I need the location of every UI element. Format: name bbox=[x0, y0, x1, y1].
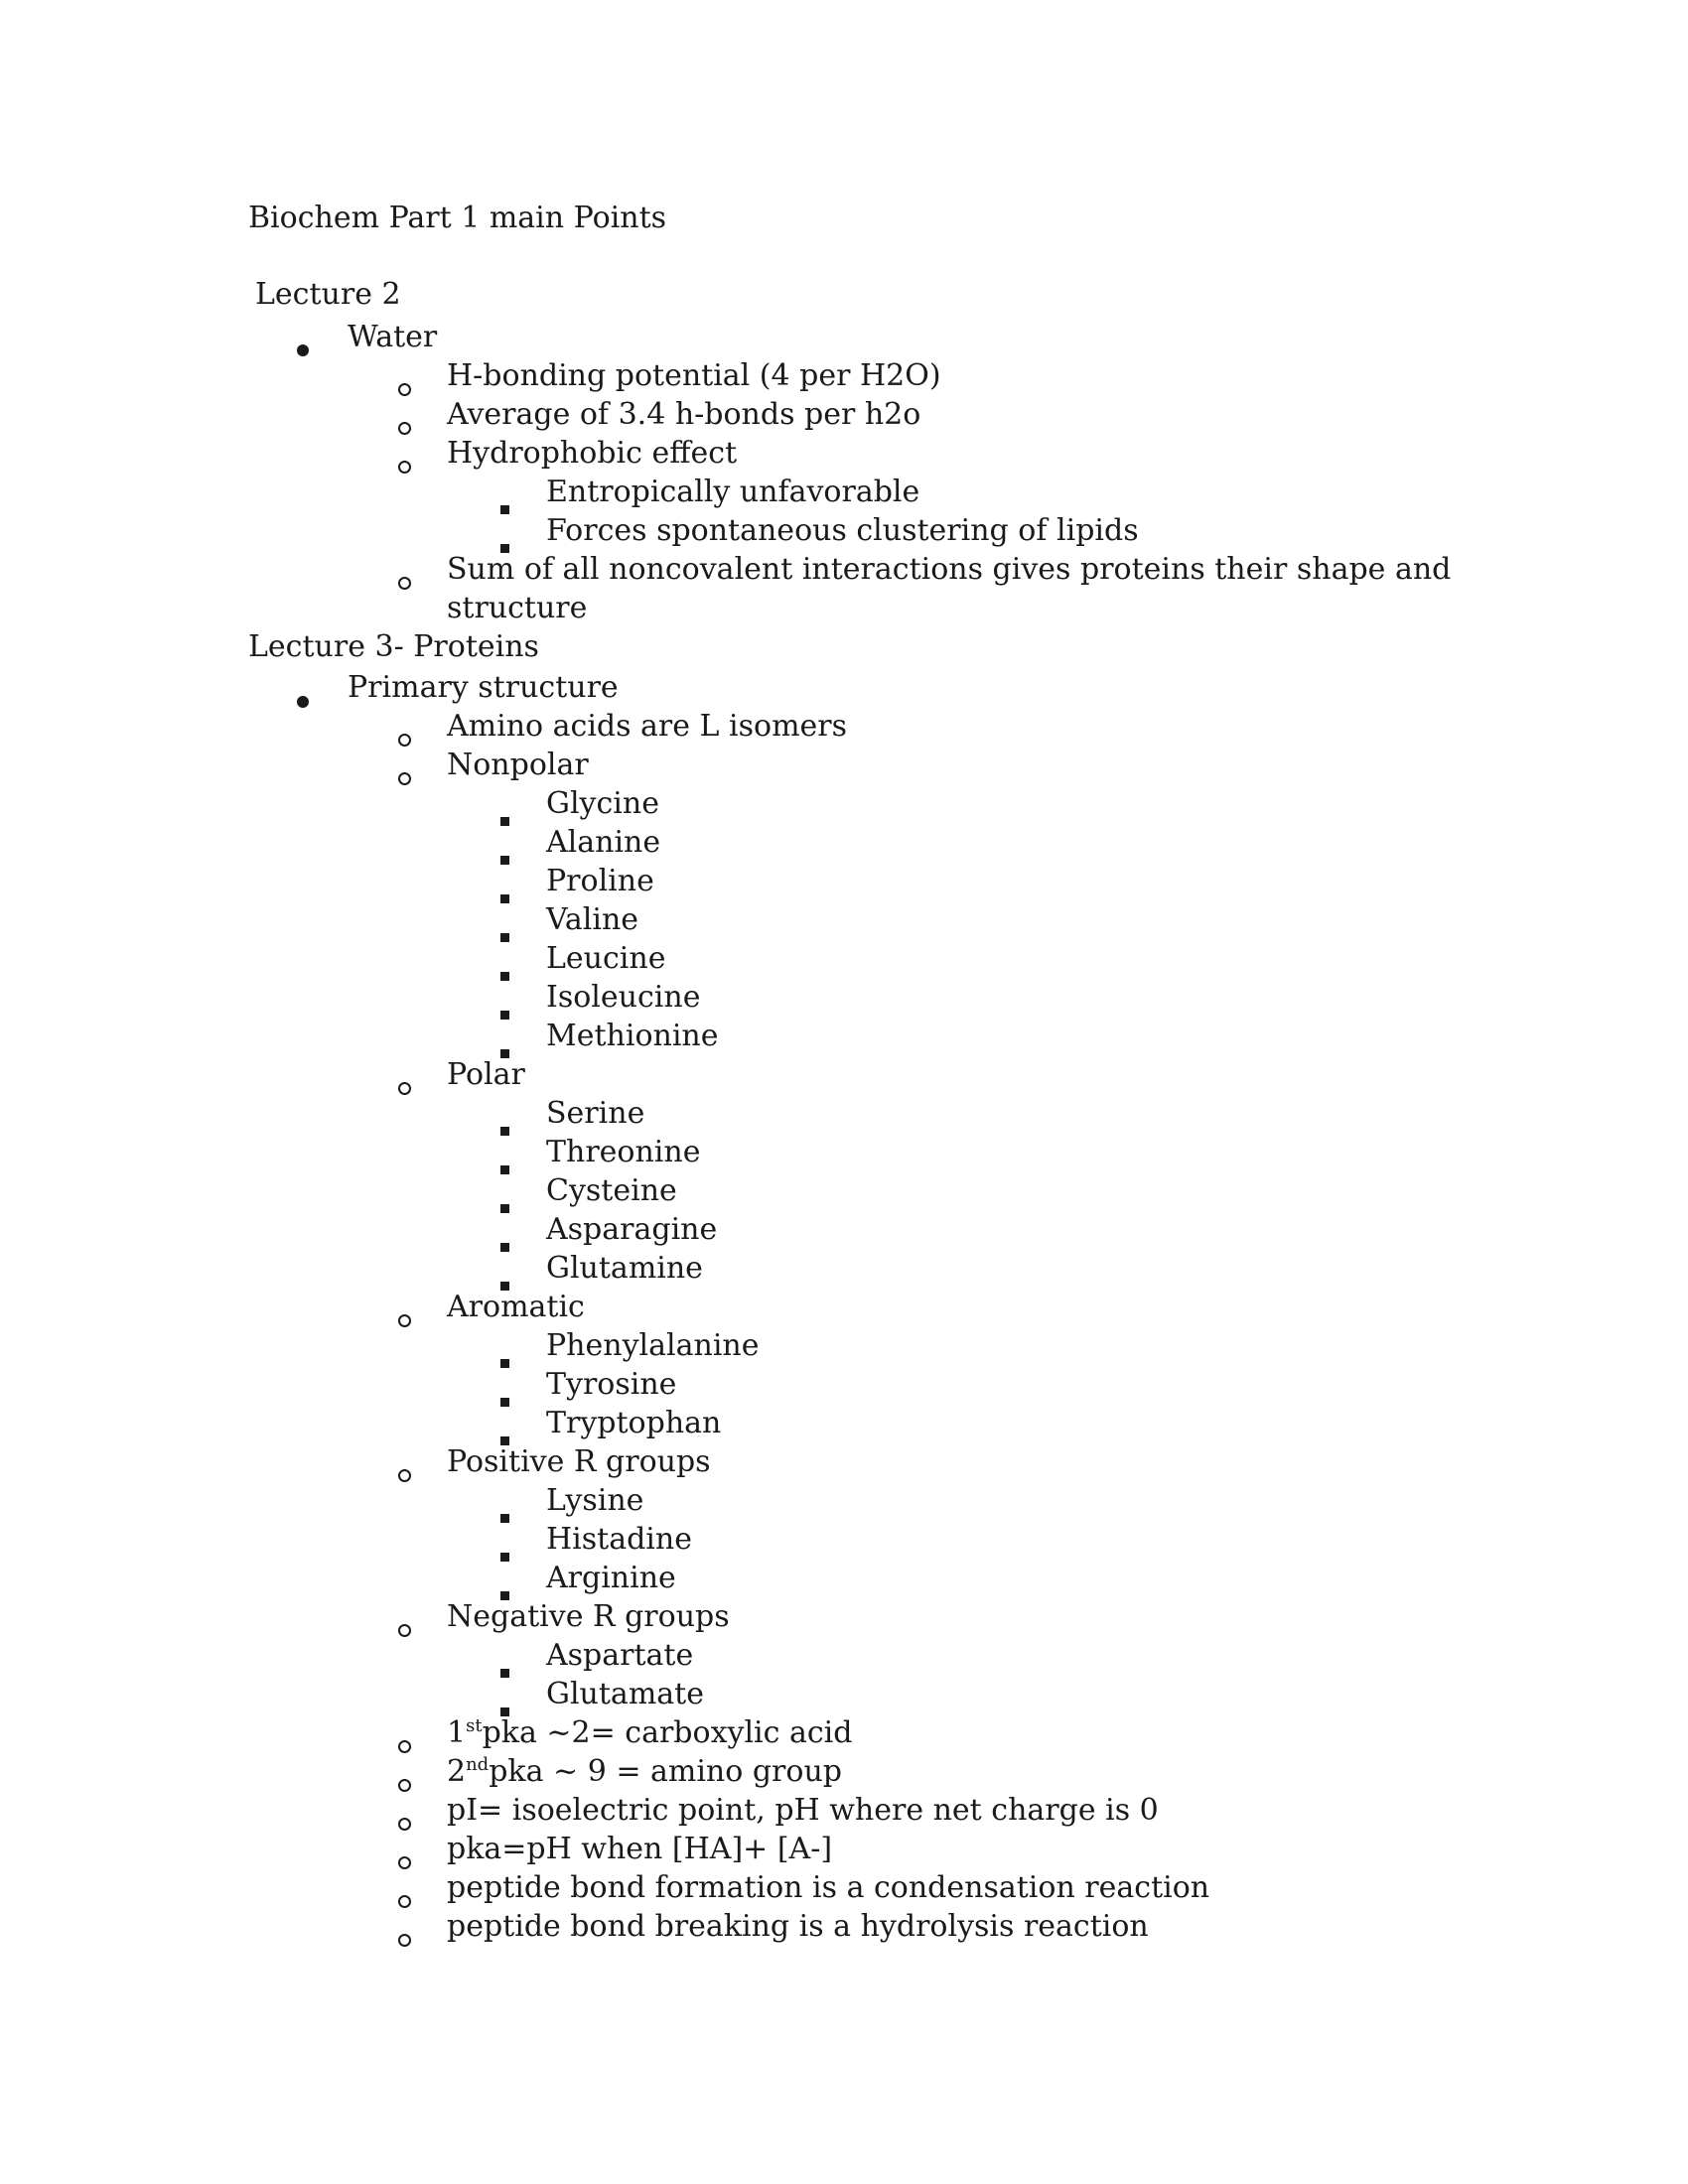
bullet-ring bbox=[398, 1724, 411, 1763]
list-item: Tryptophan bbox=[546, 1406, 722, 1440]
bullet-square bbox=[500, 1107, 509, 1146]
lecture-3-heading: Lecture 3- Proteins bbox=[248, 629, 539, 664]
bullet-ring bbox=[398, 718, 411, 756]
list-item: peptide bond formation is a condensation reaction bbox=[447, 1870, 1210, 1905]
list-item: Amino acids are L isomers bbox=[447, 709, 848, 744]
bullet-square bbox=[500, 1494, 509, 1533]
bullet-ring bbox=[398, 1608, 411, 1647]
list-item: Aspartate bbox=[546, 1638, 694, 1673]
bullet-square bbox=[500, 1184, 509, 1223]
list-item: Glycine bbox=[546, 786, 659, 821]
bullet-square bbox=[500, 913, 509, 952]
bullet-ring bbox=[398, 1802, 411, 1841]
list-item: Average of 3.4 h-bonds per h2o bbox=[447, 397, 921, 432]
pka2-text: pka ~ 9 = amino group bbox=[489, 1754, 842, 1789]
list-item-continuation: structure bbox=[447, 591, 588, 625]
bullet-square bbox=[500, 836, 509, 875]
bullet-square bbox=[500, 1223, 509, 1262]
list-item: Threonine bbox=[546, 1135, 701, 1169]
bullet-square bbox=[500, 1533, 509, 1571]
bullet-ring bbox=[398, 445, 411, 483]
list-item-nonpolar: Nonpolar bbox=[447, 748, 589, 782]
list-item: H-bonding potential (4 per H2O) bbox=[447, 358, 941, 393]
list-item: Asparagine bbox=[546, 1212, 718, 1247]
pka2-number: 2 bbox=[447, 1754, 467, 1789]
list-item-aromatic: Aromatic bbox=[447, 1290, 585, 1324]
list-item: Cysteine bbox=[546, 1173, 677, 1208]
list-item: Leucine bbox=[546, 941, 666, 976]
pka1-text: pka ~2= carboxylic acid bbox=[482, 1715, 853, 1750]
bullet-ring bbox=[398, 756, 411, 795]
bullet-ring bbox=[398, 1879, 411, 1918]
list-item-water: Water bbox=[348, 320, 438, 354]
list-item-negative: Negative R groups bbox=[447, 1599, 730, 1634]
bullet-square bbox=[500, 1649, 509, 1688]
list-item: Valine bbox=[546, 902, 639, 937]
list-item: Glutamate bbox=[546, 1677, 704, 1711]
bullet-ring bbox=[398, 367, 411, 406]
list-item-positive: Positive R groups bbox=[447, 1444, 711, 1479]
list-item: Phenylalanine bbox=[546, 1328, 760, 1363]
bullet-square bbox=[500, 991, 509, 1029]
list-item: peptide bond breaking is a hydrolysis reaction bbox=[447, 1909, 1149, 1944]
list-item: Alanine bbox=[546, 825, 661, 860]
bullet-dot bbox=[297, 328, 309, 366]
bullet-ring bbox=[398, 1763, 411, 1802]
bullet-ring bbox=[398, 561, 411, 600]
list-item: Lysine bbox=[546, 1483, 644, 1518]
list-item: Glutamine bbox=[546, 1251, 703, 1286]
bullet-square bbox=[500, 485, 509, 524]
list-item: Tyrosine bbox=[546, 1367, 677, 1402]
bullet-square bbox=[500, 797, 509, 836]
list-item: Hydrophobic effect bbox=[447, 436, 738, 471]
list-item-primary-structure: Primary structure bbox=[348, 670, 619, 705]
bullet-ring bbox=[398, 1066, 411, 1105]
list-item: Methionine bbox=[546, 1019, 719, 1053]
bullet-dot bbox=[297, 679, 309, 718]
lecture-2-heading: Lecture 2 bbox=[255, 277, 401, 312]
pka1-number: 1 bbox=[447, 1715, 467, 1750]
list-item: Arginine bbox=[546, 1561, 676, 1595]
bullet-square bbox=[500, 1339, 509, 1378]
bullet-ring bbox=[398, 406, 411, 445]
list-item: Forces spontaneous clustering of lipids bbox=[546, 513, 1139, 548]
list-item: Entropically unfavorable bbox=[546, 475, 920, 509]
list-item: Serine bbox=[546, 1096, 645, 1131]
list-item: pka=pH when [HA]+ [A-] bbox=[447, 1832, 833, 1866]
list-item: pI= isoelectric point, pH where net charge is 0 bbox=[447, 1793, 1159, 1828]
bullet-square bbox=[500, 875, 509, 913]
list-item: Isoleucine bbox=[546, 980, 701, 1015]
document-title: Biochem Part 1 main Points bbox=[248, 201, 667, 235]
bullet-square bbox=[500, 952, 509, 991]
bullet-ring bbox=[398, 1453, 411, 1492]
list-item: Proline bbox=[546, 864, 654, 898]
bullet-square bbox=[500, 1378, 509, 1417]
bullet-ring bbox=[398, 1298, 411, 1337]
bullet-ring bbox=[398, 1918, 411, 1957]
pka2-superscript: nd bbox=[466, 1754, 490, 1775]
pka1-superscript: st bbox=[466, 1715, 483, 1736]
list-item: Sum of all noncovalent interactions gives proteins their shape and bbox=[447, 552, 1452, 587]
list-item-pka2 bbox=[447, 1752, 842, 1791]
list-item-pka1 bbox=[447, 1713, 852, 1752]
bullet-ring bbox=[398, 1841, 411, 1879]
bullet-square bbox=[500, 1146, 509, 1184]
list-item-polar: Polar bbox=[447, 1057, 525, 1092]
list-item: Histadine bbox=[546, 1522, 692, 1557]
